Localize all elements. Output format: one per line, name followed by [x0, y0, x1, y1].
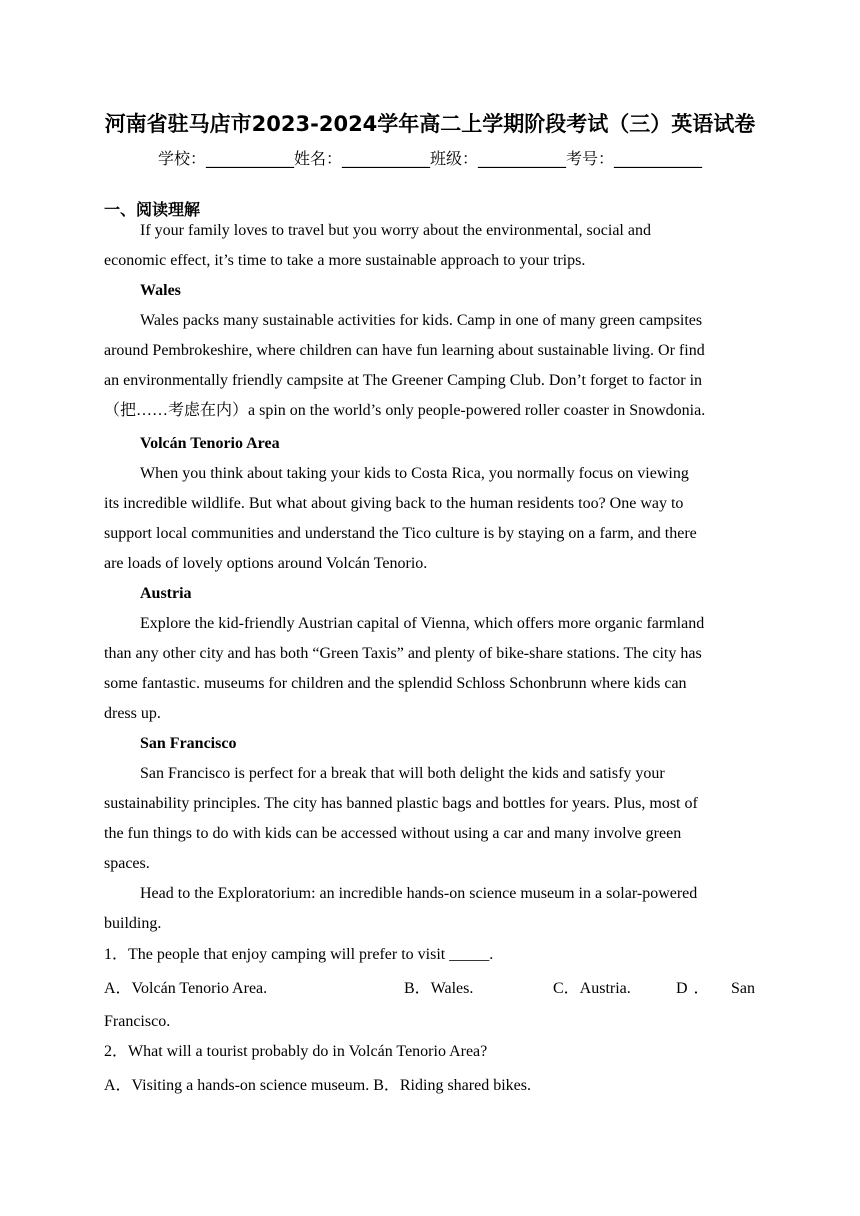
passage-line: sustainability principles. The city has banned plastic bags and bottles for years. Plus, most of — [104, 795, 698, 812]
passage-line: support local communities and understand the Tico culture is by staying on a farm, and there — [104, 525, 697, 542]
passage-line: Head to the Exploratorium: an incredible hands-on science museum in a solar-powered — [140, 885, 698, 902]
section-heading: 一、阅读理解 — [104, 200, 201, 219]
q1-option-b: B．Wales. — [404, 980, 474, 997]
q1-option-d: D． — [676, 980, 716, 997]
passage-line: （把……考虑在内）a spin on the world’s only people-powered roller coaster in Snowdonia. — [104, 402, 706, 419]
passage-line: the fun things to do with kids can be accessed without using a car and many involve green — [104, 825, 682, 842]
q2-options-a-b: A．Visiting a hands-on science museum. B．Riding shared bikes. — [104, 1077, 531, 1094]
student-info-line: 学校：___________姓名：___________班级：___________考号：___________ — [157, 149, 702, 168]
passage-line: San Francisco is perfect for a break that will both delight the kids and satisfy your — [140, 765, 665, 782]
passage-subheading: Wales — [140, 282, 181, 299]
q1-option-c: C．Austria. — [553, 980, 631, 997]
q1-option-a: A．Volcán Tenorio Area. — [104, 980, 268, 997]
passage-subheading: San Francisco — [140, 735, 237, 752]
passage-subheading: Austria — [140, 585, 192, 602]
passage-line: building. — [104, 915, 162, 932]
passage-subheading: Volcán Tenorio Area — [140, 435, 280, 452]
passage-line: than any other city and has both “Green Taxis” and plenty of bike-share stations. The city has — [104, 645, 702, 662]
passage-line: When you think about taking your kids to Costa Rica, you normally focus on viewing — [140, 465, 689, 482]
passage-line: are loads of lovely options around Volcán Tenorio. — [104, 555, 428, 572]
passage-line: around Pembrokeshire, where children can have fun learning about sustainable living. Or find — [104, 342, 705, 359]
passage-line: Explore the kid-friendly Austrian capital of Vienna, which offers more organic farmland — [140, 615, 705, 632]
passage-line: its incredible wildlife. But what about giving back to the human residents too? One way to — [104, 495, 684, 512]
exam-title: 河南省驻马店市2023-2024学年高二上学期阶段考试（三）英语试卷 — [104, 112, 756, 136]
passage-line: an environmentally friendly campsite at The Greener Camping Club. Don’t forget to factor in — [104, 372, 703, 389]
question-2: 2．What will a tourist probably do in Volcán Tenorio Area? — [104, 1043, 488, 1060]
q1-option-d-continued: Francisco. — [104, 1013, 171, 1030]
question-1: 1．The people that enjoy camping will prefer to visit _____. — [104, 946, 494, 963]
passage-line: Wales packs many sustainable activities for kids. Camp in one of many green campsites — [140, 312, 703, 329]
passage-line: some fantastic. museums for children and the splendid Schloss Schonbrunn where kids can — [104, 675, 687, 692]
passage-line: If your family loves to travel but you worry about the environmental, social and — [140, 222, 651, 239]
q1-option-d-text: San — [731, 980, 755, 997]
passage-line: economic effect, it’s time to take a more sustainable approach to your trips. — [104, 252, 586, 269]
passage-line: dress up. — [104, 705, 161, 722]
passage-line: spaces. — [104, 855, 150, 872]
